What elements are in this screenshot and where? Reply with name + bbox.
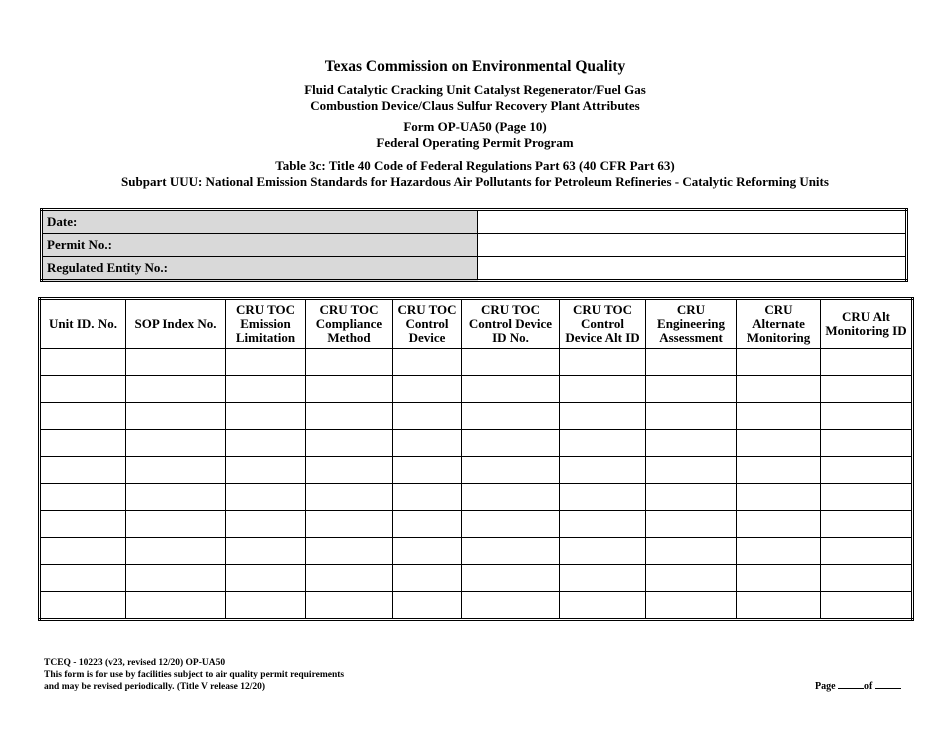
table-cell[interactable] [126, 349, 226, 376]
table-cell[interactable] [126, 592, 226, 620]
table-cell[interactable] [393, 511, 462, 538]
table-cell[interactable] [646, 457, 737, 484]
agency-title: Texas Commission on Environmental Quality [324, 58, 626, 75]
table-cell[interactable] [226, 403, 306, 430]
table-cell[interactable] [393, 376, 462, 403]
info-table [40, 208, 908, 282]
table-cell[interactable] [126, 457, 226, 484]
table-row [40, 349, 913, 376]
table-cell[interactable] [462, 565, 560, 592]
table-cell[interactable] [126, 565, 226, 592]
table-title-line-1: Table 3c: Title 40 Code of Federal Regulations Part 63 (40 CFR Part 63) [275, 158, 675, 173]
table-cell[interactable] [646, 592, 737, 620]
entity-label: Regulated Entity No.: [42, 257, 478, 281]
table-cell[interactable] [126, 376, 226, 403]
table-cell[interactable] [737, 565, 821, 592]
col-engineering-assessment: CRU Engineering Assessment [646, 299, 737, 349]
table-cell[interactable] [126, 538, 226, 565]
table-cell[interactable] [821, 538, 913, 565]
table-row [40, 511, 913, 538]
table-cell[interactable] [40, 592, 126, 620]
table-cell[interactable] [393, 403, 462, 430]
form-id [0, 119, 950, 151]
program-name: Federal Operating Permit Program [376, 135, 574, 150]
table-cell[interactable] [126, 430, 226, 457]
col-sop-index: SOP Index No. [126, 299, 226, 349]
table-cell[interactable] [737, 538, 821, 565]
page-label: Page [815, 681, 836, 692]
subtitle-line-1: Fluid Catalytic Cracking Unit Catalyst Regenerator/Fuel Gas [304, 82, 646, 97]
table-row [40, 484, 913, 511]
table-cell[interactable] [737, 349, 821, 376]
page-number [815, 679, 901, 692]
col-control-device: CRU TOC Control Device [393, 299, 462, 349]
table-cell[interactable] [646, 538, 737, 565]
table-cell[interactable] [306, 403, 393, 430]
col-alternate-monitoring: CRU Alternate Monitoring [737, 299, 821, 349]
col-control-device-alt-id: CRU TOC Control Device Alt ID [560, 299, 646, 349]
table-cell[interactable] [393, 592, 462, 620]
table-cell[interactable] [462, 376, 560, 403]
table-cell[interactable] [560, 565, 646, 592]
table-cell[interactable] [306, 484, 393, 511]
table-cell[interactable] [646, 430, 737, 457]
date-label: Date: [42, 210, 478, 234]
table-cell[interactable] [393, 430, 462, 457]
table-cell[interactable] [646, 349, 737, 376]
table-cell[interactable] [560, 511, 646, 538]
table-cell[interactable] [126, 403, 226, 430]
table-cell[interactable] [737, 403, 821, 430]
entity-row [42, 257, 907, 281]
table-cell[interactable] [821, 565, 913, 592]
entity-field[interactable] [478, 257, 907, 281]
col-control-device-id: CRU TOC Control Device ID No. [462, 299, 560, 349]
table-row [40, 376, 913, 403]
col-alt-monitoring-id: CRU Alt Monitoring ID [821, 299, 913, 349]
date-row [42, 210, 907, 234]
table-cell[interactable] [226, 376, 306, 403]
footer-notice-1: This form is for use by facilities subject to air quality permit requirements [44, 670, 345, 680]
table-cell[interactable] [126, 511, 226, 538]
page-total-field[interactable] [875, 679, 901, 689]
date-field[interactable] [478, 210, 907, 234]
footer-form-code: TCEQ - 10223 (v23, revised 12/20) OP-UA50 [44, 658, 226, 668]
subtitle-line-2: Combustion Device/Claus Sulfur Recovery Plant Attributes [310, 98, 640, 113]
table-cell[interactable] [306, 538, 393, 565]
table-title [0, 158, 950, 190]
table-cell[interactable] [737, 484, 821, 511]
col-unit-id: Unit ID. No. [40, 299, 126, 349]
of-label: of [864, 681, 873, 692]
table-cell[interactable] [560, 376, 646, 403]
footer-notice-2: and may be revised periodically. (Title V release 12/20) [44, 682, 266, 692]
table-row [40, 403, 913, 430]
table-cell[interactable] [226, 592, 306, 620]
col-compliance-method: CRU TOC Compliance Method [306, 299, 393, 349]
table-cell[interactable] [40, 511, 126, 538]
table-cell[interactable] [737, 511, 821, 538]
table-row [40, 538, 913, 565]
table-cell[interactable] [560, 403, 646, 430]
table-row [40, 430, 913, 457]
table-cell[interactable] [821, 592, 913, 620]
table-cell[interactable] [226, 511, 306, 538]
table-cell[interactable] [462, 349, 560, 376]
table-cell[interactable] [40, 403, 126, 430]
col-emission-limitation: CRU TOC Emission Limitation [226, 299, 306, 349]
table-cell[interactable] [306, 430, 393, 457]
table-cell[interactable] [40, 538, 126, 565]
table-header-row [40, 299, 913, 349]
form-subtitle [0, 82, 950, 114]
table-cell[interactable] [306, 511, 393, 538]
permit-label: Permit No.: [42, 234, 478, 257]
table-row [40, 457, 913, 484]
table-cell[interactable] [393, 538, 462, 565]
table-cell[interactable] [821, 457, 913, 484]
table-cell[interactable] [646, 511, 737, 538]
table-cell[interactable] [737, 592, 821, 620]
table-row [40, 565, 913, 592]
table-cell[interactable] [393, 484, 462, 511]
table-cell[interactable] [226, 430, 306, 457]
table-cell[interactable] [226, 349, 306, 376]
table-cell[interactable] [40, 565, 126, 592]
table-cell[interactable] [462, 592, 560, 620]
table-cell[interactable] [737, 376, 821, 403]
table-cell[interactable] [126, 484, 226, 511]
table-cell[interactable] [306, 376, 393, 403]
table-cell[interactable] [462, 403, 560, 430]
table-cell[interactable] [226, 538, 306, 565]
permit-row [42, 234, 907, 257]
table-cell[interactable] [306, 457, 393, 484]
table-row [40, 592, 913, 620]
table-cell[interactable] [40, 484, 126, 511]
table-cell[interactable] [393, 565, 462, 592]
table-cell[interactable] [646, 484, 737, 511]
table-cell[interactable] [393, 457, 462, 484]
table-cell[interactable] [821, 403, 913, 430]
table-cell[interactable] [646, 565, 737, 592]
form-footer [44, 657, 344, 693]
table-cell[interactable] [226, 484, 306, 511]
table-cell[interactable] [560, 457, 646, 484]
table-cell[interactable] [462, 484, 560, 511]
table-cell[interactable] [646, 376, 737, 403]
table-cell[interactable] [306, 565, 393, 592]
table-cell[interactable] [560, 592, 646, 620]
table-cell[interactable] [306, 592, 393, 620]
table-cell[interactable] [737, 457, 821, 484]
table-cell[interactable] [646, 403, 737, 430]
table-cell[interactable] [821, 376, 913, 403]
table-cell[interactable] [560, 538, 646, 565]
table-cell[interactable] [821, 511, 913, 538]
table-cell[interactable] [821, 430, 913, 457]
table-cell[interactable] [560, 430, 646, 457]
table-cell[interactable] [40, 457, 126, 484]
table-cell[interactable] [560, 484, 646, 511]
table-cell[interactable] [821, 349, 913, 376]
table-cell[interactable] [393, 349, 462, 376]
table-cell[interactable] [226, 457, 306, 484]
page-number-field[interactable] [838, 679, 864, 689]
table-cell[interactable] [306, 349, 393, 376]
table-cell[interactable] [40, 430, 126, 457]
table-cell[interactable] [462, 430, 560, 457]
table-cell[interactable] [226, 565, 306, 592]
form-number: Form OP-UA50 (Page 10) [403, 119, 547, 134]
table-cell[interactable] [821, 484, 913, 511]
table-cell[interactable] [462, 511, 560, 538]
table-cell[interactable] [40, 376, 126, 403]
table-cell[interactable] [737, 430, 821, 457]
table-title-line-2: Subpart UUU: National Emission Standards for Hazardous Air Pollutants for Petroleum Refineries - Catalytic Reforming Units [121, 174, 829, 189]
table-cell[interactable] [560, 349, 646, 376]
table-cell[interactable] [462, 538, 560, 565]
permit-field[interactable] [478, 234, 907, 257]
attributes-table [38, 297, 914, 621]
table-cell[interactable] [462, 457, 560, 484]
table-cell[interactable] [40, 349, 126, 376]
